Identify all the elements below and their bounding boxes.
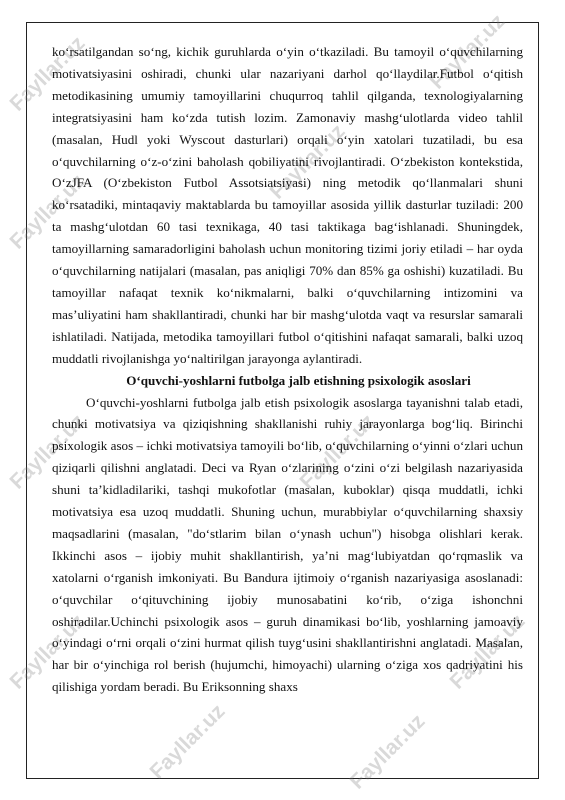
watermark: Fayllar.uz [345, 709, 430, 794]
watermark: Fayllar.uz [5, 31, 90, 116]
watermark: Fayllar.uz [5, 609, 90, 694]
section-heading: O‘quvchi-yoshlarni futbolga jalb etishning psixologik asoslari [126, 372, 471, 388]
watermark: Fayllar.uz [5, 409, 90, 494]
watermark: Fayllar.uz [425, 9, 510, 94]
watermark: Fayllar.uz [265, 119, 350, 204]
document-body [52, 41, 523, 698]
body-paragraph: ko‘rsatilgandan so‘ng, kichik guruhlarda o‘yin o‘tkaziladi. Bu tamoyil o‘quvchilarning motivatsiyasini oshiradi, chunki ular nazariyani darhol qo‘llaydilar.Futbol o‘qitish metodikasining umumiy tamoyillarini chuqurroq tahlil qilganda, texnologiyalarning integratsiyasini ham ko‘zda tutish lozim. Zamonaviy mashg‘ulotlarda video tahlil (masalan, Hudl yoki Wyscout dasturlari) orqali o‘yin xatolari tuzatiladi, bu esa o‘quvchilarning o‘z-o‘zini baholash qobiliyatini rivojlantiradi. O‘zbekiston kontekstida, O‘zJFA (O‘zbekiston Futbol Assotsiatsiyasi) ning metodik qo‘llanmalari shuni ko‘rsatadiki, mintaqaviy maktablarda bu tamoyillar asosida yillik dasturlar tuziladi: 200 ta mashg‘ulotdan 60 tasi texnikaga, 40 tasi taktikaga bag‘ishlanadi. Shuningdek, tamoyillarning samaradorligini baholash uchun monitoring tizimi joriy etiladi – har oyda o‘quvchilarning natijalari (masalan, pas aniqligi 70% dan 85% ga oshishi) kuzatiladi. Bu tamoyillar nafaqat texnik ko‘nikmalarni, balki o‘quvchilarning intizomini va mas’uliyatini ham shakllantiradi, chunki har bir mashg‘ulotda vaqt va resurslar samarali ishlatiladi. Natijada, metodika tamoyillari futbol o‘qitishini nafaqat samarali, balki uzoq muddatli rivojlanishga yo‘naltirilgan jarayonga aylantiradi. [52, 44, 523, 366]
watermark: Fayllar.uz [5, 169, 90, 254]
body-paragraph: O‘quvchi-yoshlarni futbolga jalb etish psixologik asoslarga tayanishni talab etadi, chunki motivatsiya va qiziqishning shakllanishi ruhiy jarayonlarga bog‘liq. Birinchi psixologik asos – ichki motivatsiya tamoyili bo‘lib, o‘quvchilarning o‘yinni o‘zlari uchun qiziqarli qilishni anglatadi. Deci va Ryan o‘zlarining o‘zini o‘zi belgilash nazariyasida shuni ta’kidladilariki, tashqi mukofotlar (masalan, kuboklar) qisqa muddatli, ichki motivatsiya esa uzoq muddatli. Shuning uchun, murabbiylar o‘quvchilarning shaxsiy maqsadlarini (masalan, "do‘stlarim bilan o‘ynash uchun") hisobga olishlari kerak. Ikkinchi asos – ijobiy muhit shakllantirish, ya’ni mag‘lubiyatdan qo‘rqmaslik va xatolarni o‘rganish imkoniyati. Bu Bandura ijtimoiy o‘rganish nazariyasiga asoslanadi: o‘quvchilar o‘qituvchining ijobiy munosabatini ko‘rib, o‘ziga ishonchni oshiradilar.Uchinchi psixologik asos – guruh dinamikasi bo‘lib, yoshlarning jamoaviy o‘yindagi o‘rni orqali o‘zini hurmat qilish tuyg‘usini shakllantirishni anglatadi. Masalan, har bir o‘yinchiga rol berish (hujumchi, himoyachi) ularning o‘ziga xos qadriyatini his qilishiga yordam beradi. Bu Eriksonning shaxs [52, 394, 523, 695]
watermark: Fayllar.uz [145, 699, 230, 784]
watermark: Fayllar.uz [445, 609, 530, 694]
watermark: Fayllar.uz [295, 409, 380, 494]
